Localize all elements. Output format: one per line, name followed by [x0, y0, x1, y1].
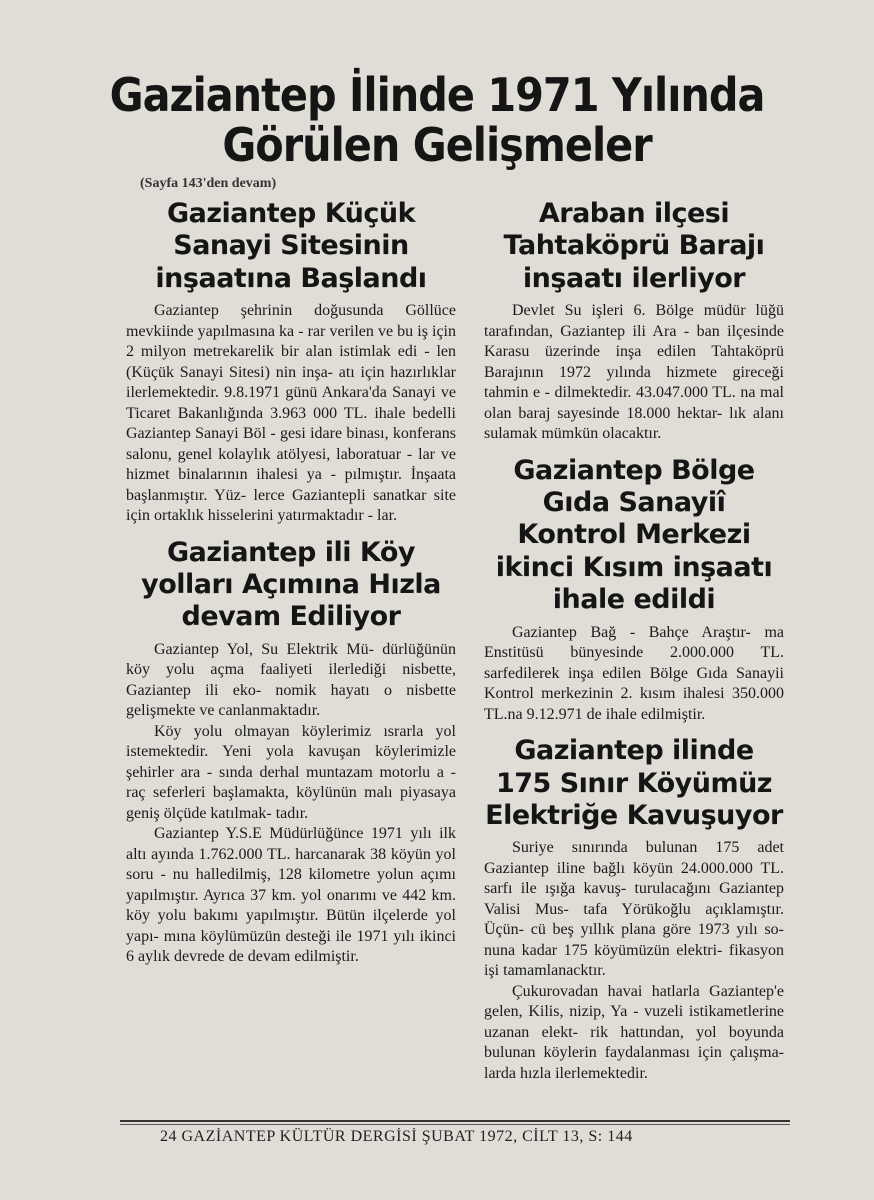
continued-note: (Sayfa 143'den devam): [140, 176, 277, 191]
article-body-small-industry: Gaziantep şehrinin doğusunda Göllüce mevkiinde yapılmasına ka - rar verilen ve bu iş için 2 milyon metrekarelik bir alan istimlak edi - len (Küçük Sanayi Sitesi) nin inşa- atı için hazırlıklar ilerlemektedir. 9.8.1971 günü Ankara'da Sanayi ve Ticaret Bakanlığında 3.963 000 TL. ihale bedelli Gaziantep Sanayi Böl - gesi idare binası, konferans salonu, genel kolaylık atölyesi, laboratuar - lar ve hizmet binalarının ihalesi ya - pılmıştır. İnşaata başlanmıştır. Yüz- lerce Gaziantepli sanatkar site için ortaklık hisselerini yatırmaktadır - lar.: [126, 302, 456, 525]
footer-rule: [120, 1120, 790, 1122]
article-body-electrification-p1: Suriye sınırında bulunan 175 adet Gaziantep iline bağlı köyün 24.000.000 TL. sarfı ile ışığa kavuş- turulacağını Gaziantep Valisi Mus- tafa Yörükoğlu açıklamıştır. Üçün- cü beş yıllık plana göre 1973 yılı so- nuna kadar 175 köyümüzün elektri- fikasyon işi tamamlanacktır.: [484, 839, 784, 980]
article-headline-village-roads: Gaziantep ili Köy yolları Açımına Hızla devam Ediliyor: [141, 536, 441, 633]
article-headline-electrification: Gaziantep ilinde 175 Sınır Köyümüz Elektriğe Kavuşuyor: [485, 735, 783, 831]
page-title-line-1: Gaziantep İlinde 1971 Yılında: [109, 68, 765, 122]
footer-rule-thin: [120, 1124, 790, 1125]
article-headline-small-industry: Gaziantep Küçük Sanayi Sitesinin inşaatına Başlandı: [155, 198, 427, 294]
article-body-village-roads-p3: Gaziantep Y.S.E Müdürlüğünce 1971 yılı ilk altı ayında 1.762.000 TL. harcanarak 38 köyün yol soru - nu halledilmiş, 128 kilometre yolun açımı yapılmıştır. Ayrıca 37 km. yol onarımı ve 442 km. köy yolu bakımı yapılmıştır. Bütün ilçelerde yol yapı- mına köylümüzün desteği ile 1971 yılı ikinci 6 aylık devrede de devam edilmiştir.: [126, 825, 456, 966]
article-body-village-roads-p2: Köy yolu olmayan köylerimiz ısrarla yol istemektedir. Yeni yola kavuşan köylerimizle şehirler ara - sında derhal muntazam motorlu a - raç seferleri başlamakta, köylünün malı piyasaya geniş ölçüde katılmak- tadır.: [126, 722, 456, 822]
article-body-food-control: Gaziantep Bağ - Bahçe Araştır- ma Enstitüsü bünyesinde 2.000.000 TL. sarfedilerek inşa edilen Bölge Gıda Sanayii Kontrol merkezinin 2. kısım ihalesi 350.000 TL.na 9.12.971 de ihale edilmiştir.: [484, 623, 784, 723]
article-headline-food-control: Gaziantep Bölge Gıda Sanayiî Kontrol Merkezi ikinci Kısım inşaatı ihale edildi: [495, 454, 773, 616]
article-body-village-roads-p1: Gaziantep Yol, Su Elektrik Mü- dürlüğünün köy yolu açma faaliyeti ilerlediği nisbette, Gaziantep ili eko- nomik hayatı o nisbette gelişmekte ve canlanmaktadır.: [126, 640, 456, 720]
right-column: [484, 198, 784, 1084]
article-body-dam: Devlet Su işleri 6. Bölge müdür lüğü tarafından, Gaziantep ili Ara - ban ilçesinde Karasu üzerinde inşa edilen Tahtaköprü Barajının 1972 yılında hizmete gireceği tahmin e - dilmektedir. 43.047.000 TL. na mal olan baraj sayesinde 18.000 hektar- lık alanı sulamak mümkün olacaktır.: [484, 302, 784, 443]
left-column: [126, 198, 456, 968]
article-headline-dam: Araban ilçesi Tahtaköprü Barajı inşaatı ilerliyor: [503, 198, 765, 294]
page-title-line-2: Görülen Gelişmeler: [222, 118, 652, 172]
article-body-electrification-p2: Çukurovadan havai hatlarla Gaziantep'e gelen, Kilis, nizip, Ya - vuzeli istikametlerine uzanan elekt- rik hattından, yol boyunda bulunan köylerin faydalanması için çalışma- larda hızla ilerlemektedir.: [484, 982, 784, 1082]
page-footer: 24 GAZİANTEP KÜLTÜR DERGİSİ ŞUBAT 1972, CİLT 13, S: 144: [160, 1128, 633, 1145]
